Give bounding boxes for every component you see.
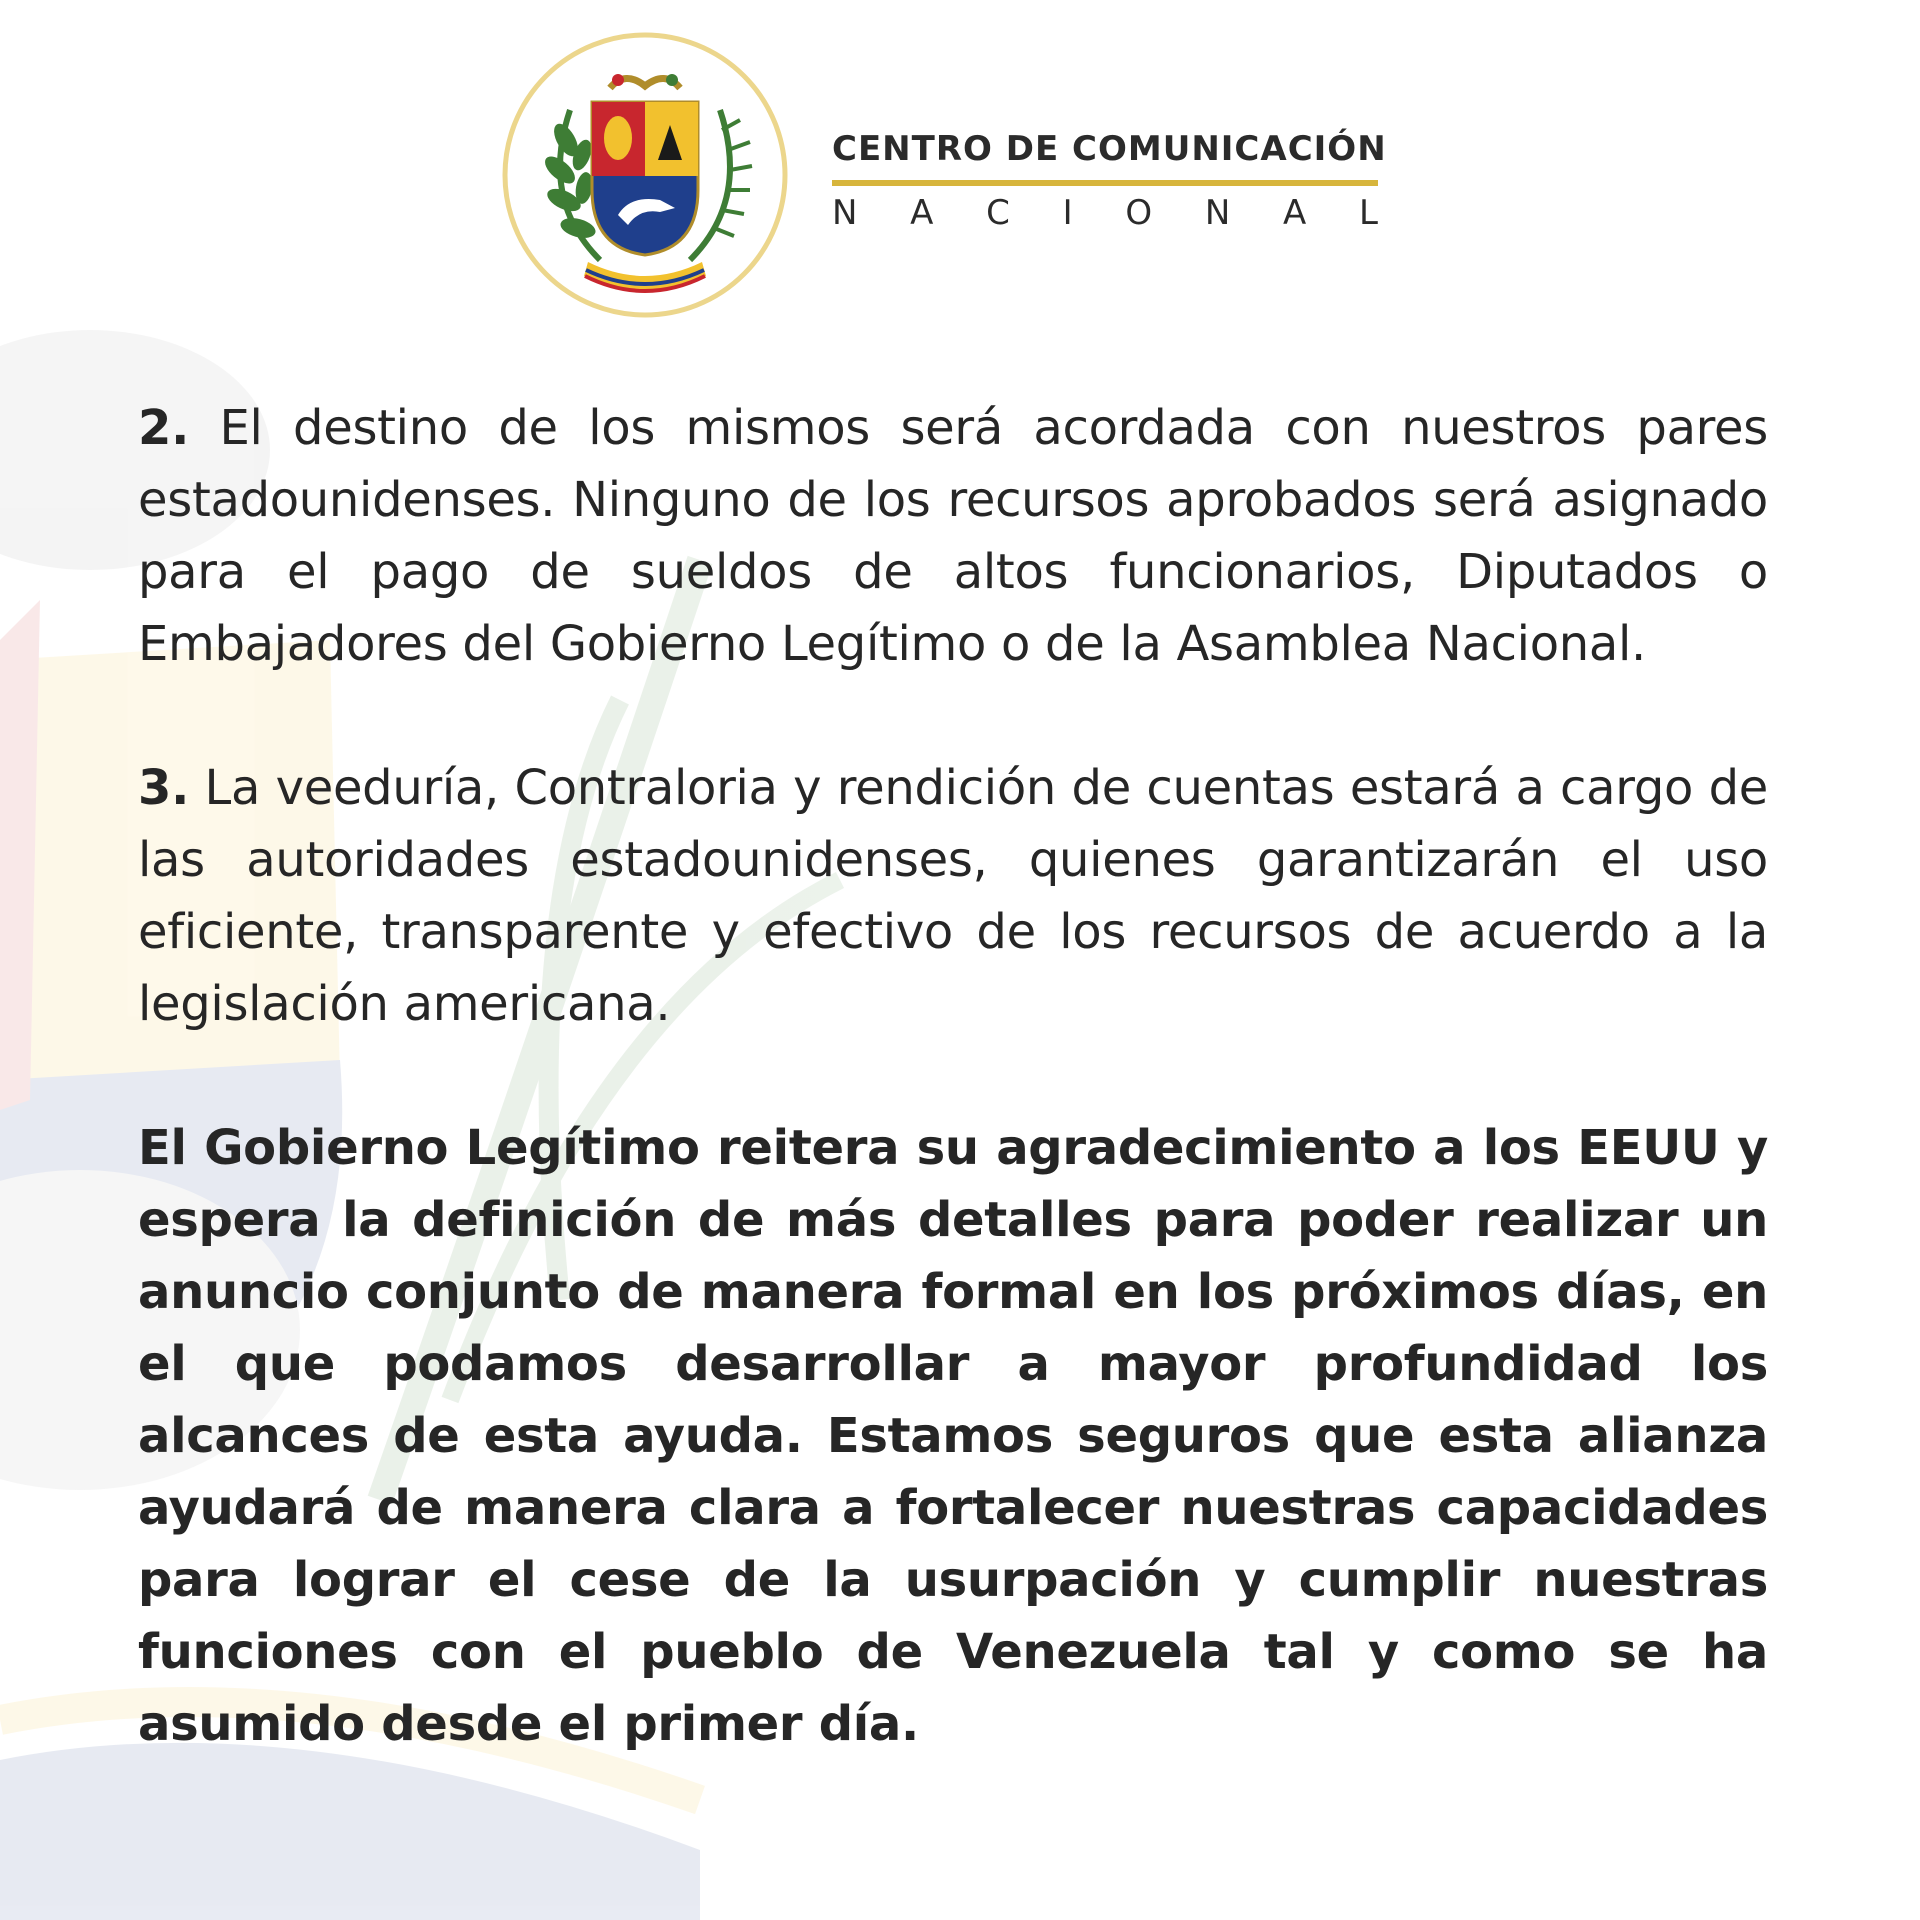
brand-subtitle [832,193,1378,233]
brand-block [832,129,1387,233]
paragraph-number: 3. [138,760,190,816]
brand-subtitle-letter: N [832,193,858,233]
brand-subtitle-letter: L [1358,193,1378,233]
paragraph-text: El destino de los mismos será acordada con nuestros pares estadounidenses. Ninguno de los recursos aprobados será asignado para el pago de sueldos de altos funcionarios, Diputados o Embajadores del Gobierno Legítimo o de la Asamblea Nacional. [138,400,1768,672]
closing-paragraph: El Gobierno Legítimo reitera su agradecimiento a los EEUU y espera la definición de más detalles para poder realizar un anuncio conjunto de manera formal en los próximos días, en el que podamos desarrollar a mayor profundidad los alcances de esta ayuda. Estamos seguros que esta alianza ayudará de manera clara a fortalecer nuestras capacidades para lograr el cese de la usurpación y cumplir nuestras funciones con el pueblo de Venezuela tal y como se ha asumido desde el primer día. [138,1120,1768,1752]
brand-subtitle-letter: N [1204,193,1231,233]
paragraph-number: 2. [138,400,190,456]
brand-subtitle-letter: A [1283,193,1307,233]
brand-subtitle-letter: A [910,193,934,233]
statement-body [138,392,1768,1760]
brand-subtitle-letter: C [986,193,1010,233]
paragraph-point-3 [138,752,1768,1040]
brand-subtitle-letter: O [1125,193,1153,233]
paragraph-text: La veeduría, Contraloria y rendición de cuentas estará a cargo de las autoridades estadounidenses, quienes garantizarán el uso eficiente, transparente y efectivo de los recursos de acuerdo a la legislación americana. [138,760,1768,1032]
brand-subtitle-letter: I [1062,193,1073,233]
logo-emblem [500,30,790,320]
header [0,0,1920,340]
venezuela-coat-of-arms-icon [500,30,790,320]
brand-divider [832,180,1378,186]
brand-title: CENTRO DE COMUNICACIÓN [832,129,1387,169]
paragraph-point-2 [138,392,1768,680]
